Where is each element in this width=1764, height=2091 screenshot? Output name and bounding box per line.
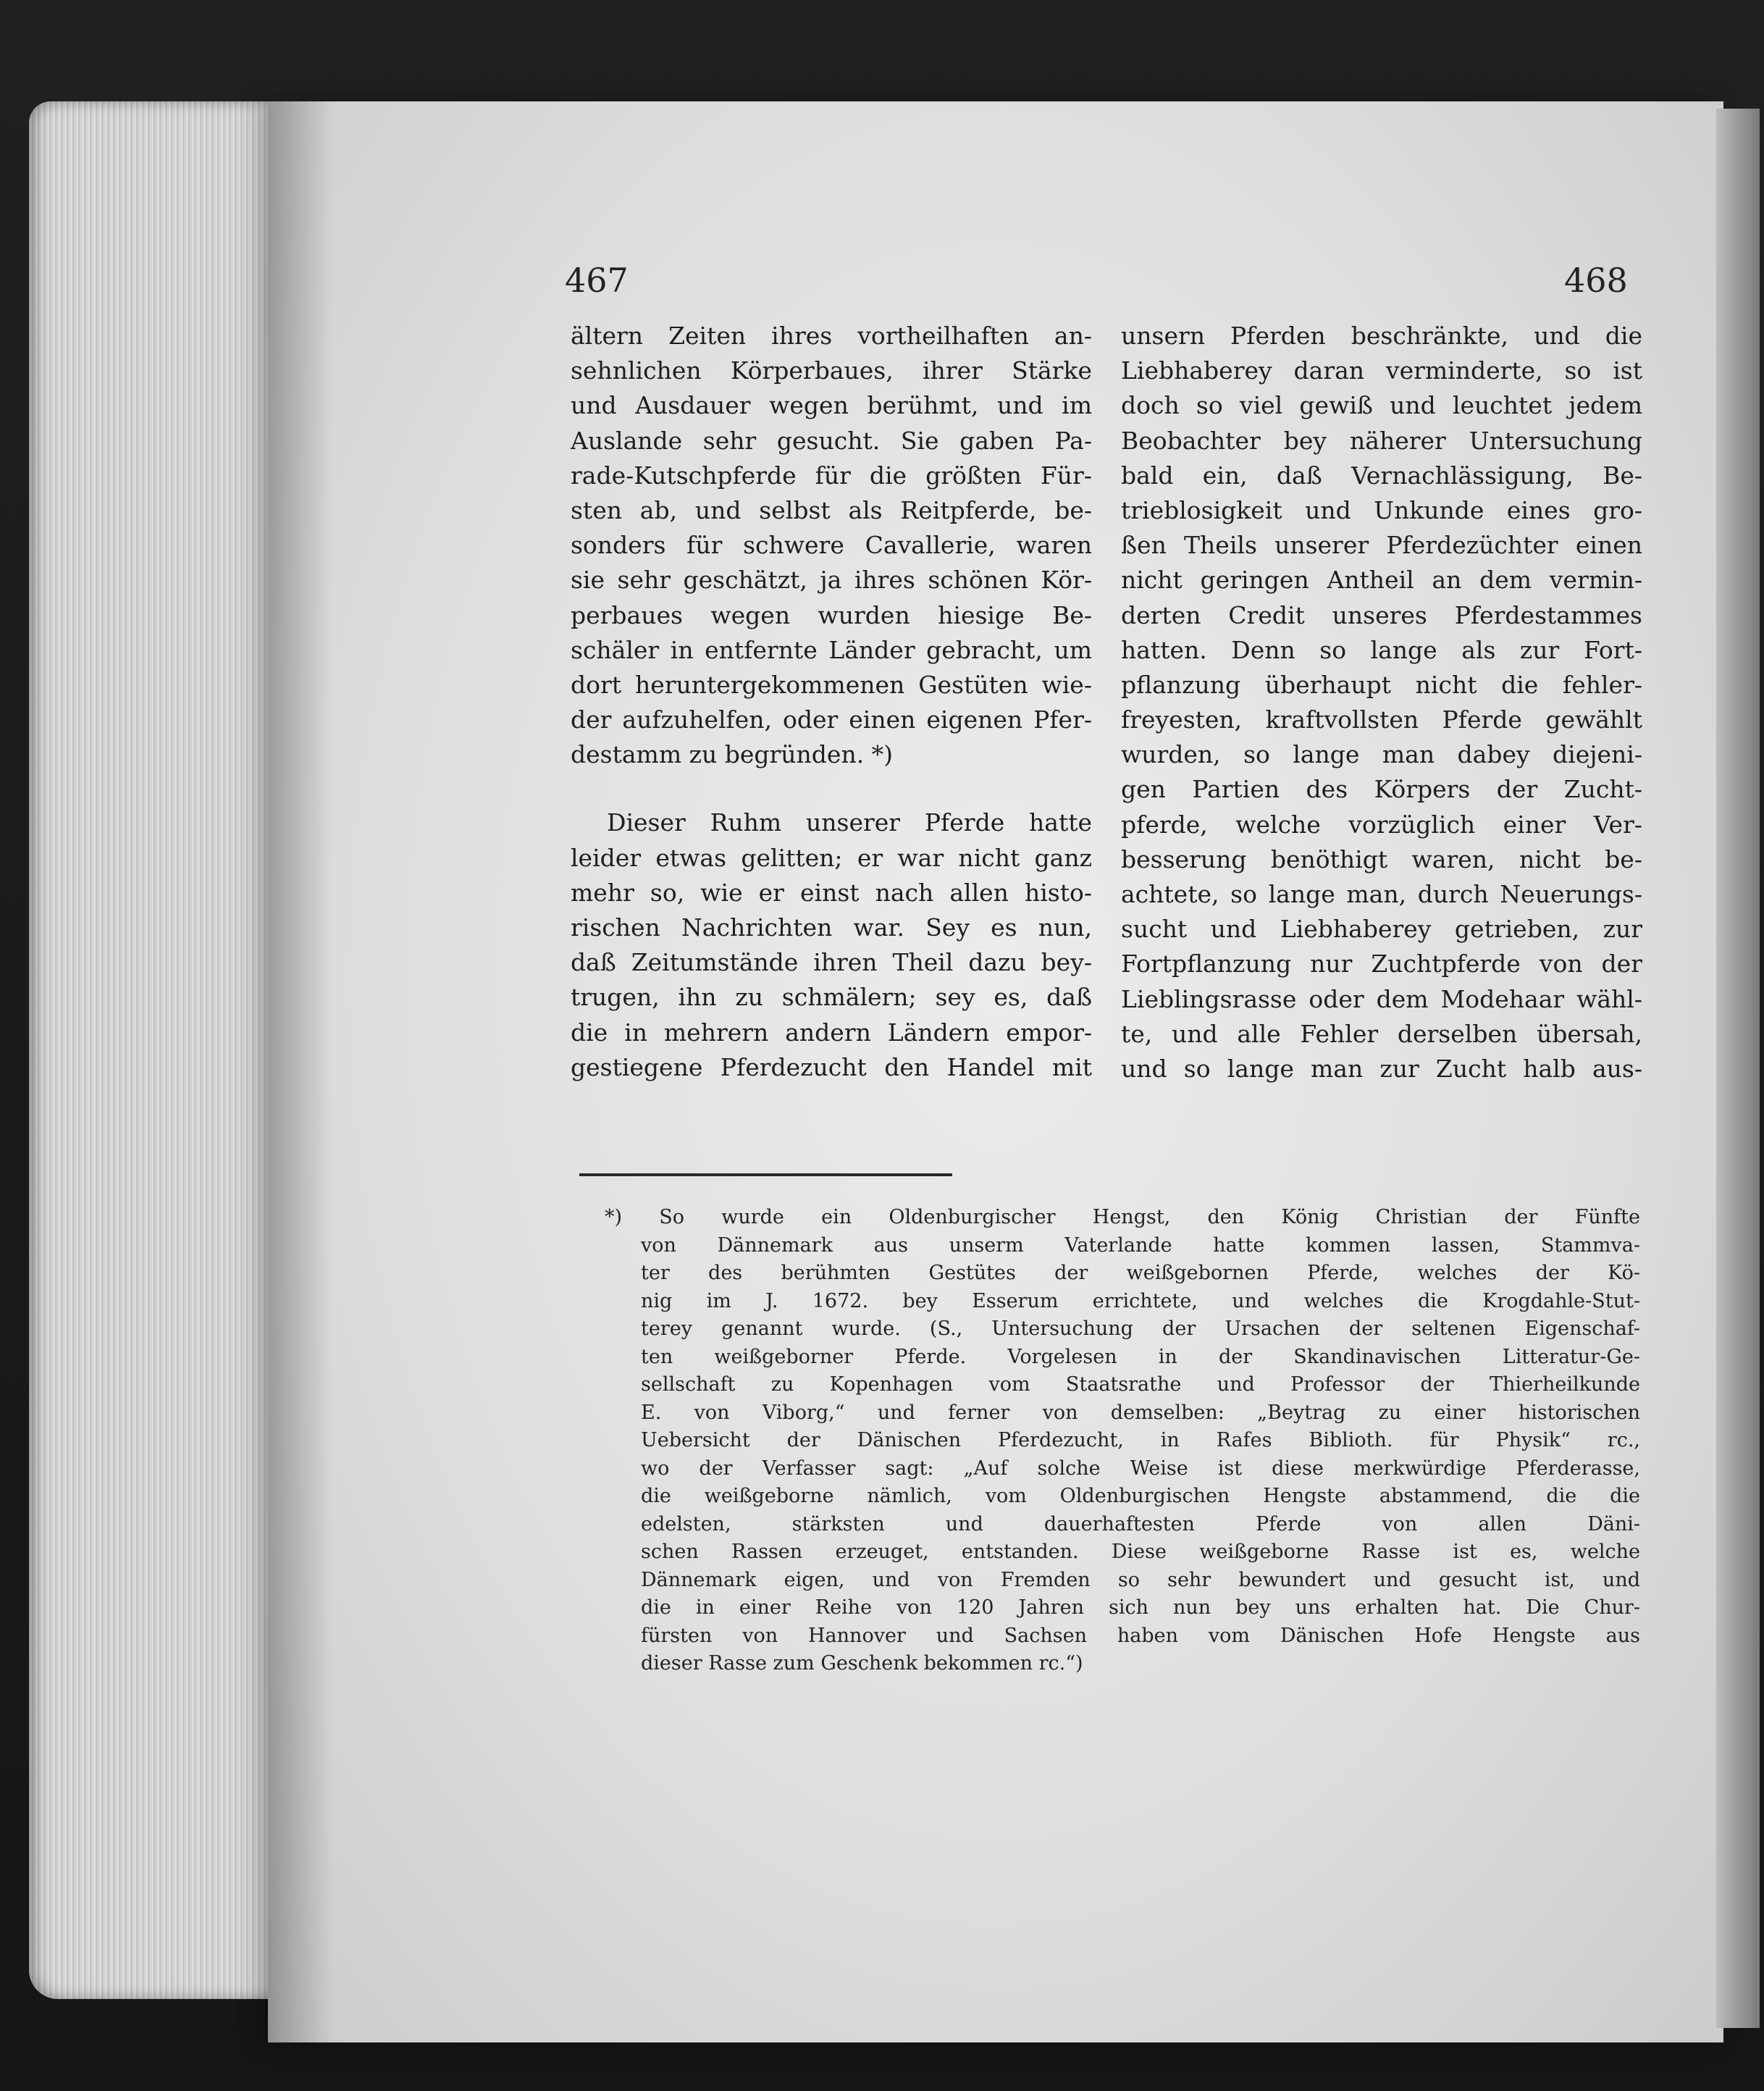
text-line: Auslande sehr gesucht. Sie gaben Pa- — [571, 426, 1092, 455]
text-line: bald ein, daß Vernachlässigung, Be- — [1121, 461, 1642, 490]
text-line: perbaues wegen wurden hiesige Be- — [571, 600, 1092, 629]
footnote-line: sellschaft zu Kopenhagen vom Staatsrathe und Professor der Thierheilkunde — [641, 1373, 1640, 1396]
text-line: hatten. Denn so lange als zur Fort- — [1121, 635, 1642, 664]
page-number-right: 468 — [1564, 261, 1628, 300]
text-line: freyesten, kraftvollsten Pferde gewählt — [1121, 705, 1642, 734]
text-line: die in mehrern andern Ländern empor- — [571, 1018, 1092, 1047]
text-line: nicht geringen Antheil an dem vermin- — [1121, 566, 1642, 595]
text-line: dort heruntergekommenen Gestüten wie- — [571, 670, 1092, 699]
right-column — [1121, 319, 1642, 1086]
paragraph-1 — [571, 319, 1092, 772]
text-line: trieblosigkeit und Unkunde eines gro- — [1121, 495, 1642, 524]
text-line: destamm zu begründen. *) — [571, 740, 894, 769]
footnote-line: von Dännemark aus unserm Vaterlande hatte kommen lassen, Stammva- — [641, 1233, 1640, 1257]
text-line: ßen Theils unserer Pferdezüchter einen — [1121, 531, 1642, 560]
text-line: wurden, so lange man dabey diejeni- — [1121, 740, 1642, 769]
text-line: und Ausdauer wegen berühmt, und im — [571, 391, 1092, 420]
text-line: und so lange man zur Zucht halb aus- — [1121, 1054, 1642, 1083]
footnote — [605, 1204, 1640, 1678]
footnote-line: *) So wurde ein Oldenburgischer Hengst, den König Christian der Fünfte — [605, 1206, 1640, 1228]
text-line: der aufzuhelfen, oder einen eigenen Pfer- — [571, 705, 1092, 734]
text-line: gestiegene Pferdezucht den Handel mit — [571, 1052, 1092, 1081]
page-number-left: 467 — [565, 261, 629, 300]
text-line: Dieser Ruhm unserer Pferde hatte — [607, 808, 1092, 837]
text-line: sonders für schwere Cavallerie, waren — [571, 531, 1092, 560]
text-line: sie sehr geschätzt, ja ihres schönen Kör- — [571, 566, 1092, 595]
text-line: sehnlichen Körperbaues, ihrer Stärke — [571, 356, 1092, 385]
footnote-line: wo der Verfasser sagt: „Auf solche Weise ist diese merkwürdige Pferderasse, — [641, 1457, 1640, 1480]
footnote-line: dieser Rasse zum Geschenk bekommen rc.“) — [641, 1652, 1083, 1675]
text-line: gen Partien des Körpers der Zucht- — [1121, 775, 1642, 804]
footnote-line: die weißgeborne nämlich, vom Oldenburgischen Hengste abstammend, die die — [641, 1485, 1640, 1507]
stacked-page-edges — [29, 101, 275, 1999]
text-line: achtete, so lange man, durch Neuerungs- — [1121, 880, 1642, 908]
text-line: rade-Kutschpferde für die größten Für- — [571, 461, 1092, 490]
text-line: mehr so, wie er einst nach allen histo- — [571, 878, 1092, 907]
text-line: rischen Nachrichten war. Sey es nun, — [571, 913, 1092, 942]
footnote-line: ten weißgeborner Pferde. Vorgelesen in der Skandinavischen Litteratur-Ge- — [641, 1345, 1640, 1368]
text-line: pflanzung überhaupt nicht die fehler- — [1121, 670, 1642, 699]
text-line: sten ab, und selbst als Reitpferde, be- — [571, 495, 1092, 524]
left-column — [571, 319, 1092, 1085]
text-line: Lieblingsrasse oder dem Modehaar wähl- — [1121, 984, 1642, 1013]
paragraph-gap — [571, 772, 1092, 805]
text-line: schäler in entfernte Länder gebracht, um — [571, 635, 1092, 664]
footnote-line: nig im J. 1672. bey Esserum errichtete, und welches die Krogdahle-Stut- — [641, 1289, 1640, 1312]
text-line: pferde, welche vorzüglich einer Ver- — [1121, 810, 1642, 839]
footnote-divider — [579, 1173, 952, 1176]
gutter-shadow — [268, 101, 333, 2042]
text-line: trugen, ihn zu schmälern; sey es, daß — [571, 983, 1092, 1012]
text-line: te, und alle Fehler derselben übersah, — [1121, 1019, 1642, 1048]
footnote-line: Uebersicht der Dänischen Pferdezucht, in Rafes Biblioth. für Physik“ rc., — [641, 1429, 1640, 1451]
text-line: sucht und Liebhaberey getrieben, zur — [1121, 915, 1642, 944]
text-line: daß Zeitumstände ihren Theil dazu bey- — [571, 948, 1092, 977]
text-line: leider etwas gelitten; er war nicht ganz — [571, 843, 1092, 872]
footnote-line: schen Rassen erzeuget, entstanden. Diese weißgeborne Rasse ist es, welche — [641, 1541, 1640, 1563]
text-line: Liebhaberey daran verminderte, so ist — [1121, 356, 1642, 385]
footnote-line: Dännemark eigen, und von Fremden so sehr bewundert und gesucht ist, und — [641, 1568, 1640, 1591]
paragraph-2 — [571, 805, 1092, 1085]
facing-page-edge — [1716, 109, 1760, 2028]
footnote-line: ter des berühmten Gestütes der weißgebornen Pferde, welches der Kö- — [641, 1262, 1640, 1284]
text-line: Beobachter bey näherer Untersuchung — [1121, 426, 1642, 455]
text-line: derten Credit unseres Pferdestammes — [1121, 600, 1642, 629]
text-line: unsern Pferden beschränkte, und die — [1121, 322, 1642, 350]
text-line: besserung benöthigt waren, nicht be- — [1121, 845, 1642, 873]
footnote-line: edelsten, stärksten und dauerhaftesten Pferde von allen Däni- — [641, 1512, 1640, 1535]
footnote-line: E. von Viborg,“ und ferner von demselben: „Beytrag zu einer historischen — [641, 1401, 1640, 1424]
footnote-line: die in einer Reihe von 120 Jahren sich nun bey uns erhalten hat. Die Chur- — [641, 1596, 1640, 1619]
text-line: doch so viel gewiß und leuchtet jedem — [1121, 391, 1642, 420]
text-line: ältern Zeiten ihres vortheilhaften an- — [571, 322, 1092, 350]
footnote-line: terey genannt wurde. (S., Untersuchung der Ursachen der seltenen Eigenschaf- — [641, 1317, 1640, 1340]
footnote-line: fürsten von Hannover und Sachsen haben vom Dänischen Hofe Hengste aus — [641, 1624, 1640, 1647]
text-line: Fortpflanzung nur Zuchtpferde von der — [1121, 950, 1642, 979]
